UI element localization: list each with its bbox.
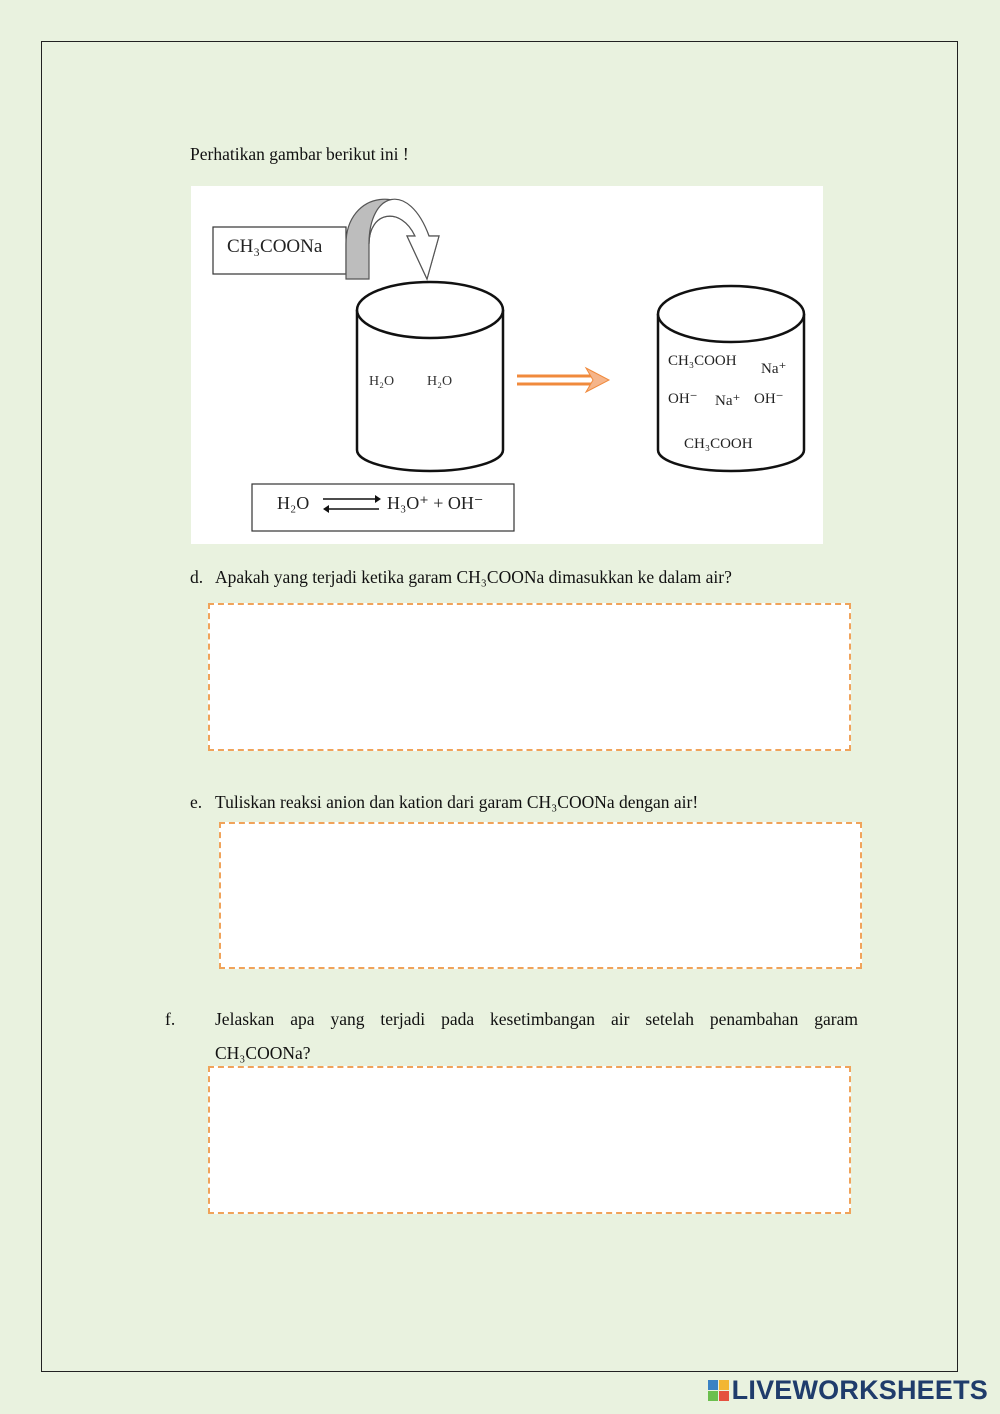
question-e-text: Tuliskan reaksi anion dan kation dari garam CH₃COONa dengan air! bbox=[215, 792, 699, 812]
answer-box-e[interactable] bbox=[219, 822, 862, 969]
question-d-letter: d. bbox=[190, 567, 204, 587]
brand-name: LIVEWORKSHEETS bbox=[731, 1374, 988, 1405]
answer-box-f[interactable] bbox=[208, 1066, 851, 1214]
question-d bbox=[190, 560, 858, 594]
reaction-arrow-icon bbox=[517, 368, 609, 392]
liveworksheets-logo bbox=[708, 1376, 988, 1404]
ion-na-2: Na⁺ bbox=[715, 393, 741, 409]
equation-right: H₃O⁺ + OH⁻ bbox=[387, 493, 484, 513]
ion-ch3cooh-2: CH₃COOH bbox=[684, 436, 753, 452]
hydrolysis-figure bbox=[191, 186, 823, 544]
ion-na-1: Na⁺ bbox=[761, 361, 787, 377]
question-e bbox=[190, 785, 858, 819]
ion-oh-2: OH⁻ bbox=[754, 391, 784, 407]
question-f-text-1: Jelaskan apa yang terjadi pada kesetimbangan air setelah penambahan garam bbox=[215, 1009, 858, 1029]
ion-ch3cooh-1: CH₃COOH bbox=[668, 353, 737, 369]
liveworksheets-logo-icon bbox=[708, 1380, 729, 1401]
question-f-letter: f. bbox=[165, 1009, 176, 1029]
question-d-text: Apakah yang terjadi ketika garam CH₃COONa dimasukkan ke dalam air? bbox=[215, 567, 732, 587]
beaker-water-label-2: H₂O bbox=[427, 374, 453, 389]
ion-oh-1: OH⁻ bbox=[668, 391, 698, 407]
question-e-letter: e. bbox=[190, 792, 203, 812]
question-f bbox=[165, 1002, 858, 1070]
salt-label: CH₃COONa bbox=[227, 236, 323, 257]
equation-left: H₂O bbox=[277, 493, 310, 513]
intro-text: Perhatikan gambar berikut ini ! bbox=[190, 144, 409, 164]
answer-box-d[interactable] bbox=[208, 603, 851, 751]
beaker-water-label-1: H₂O bbox=[369, 374, 395, 389]
question-f-text-2: CH₃COONa? bbox=[215, 1043, 311, 1063]
